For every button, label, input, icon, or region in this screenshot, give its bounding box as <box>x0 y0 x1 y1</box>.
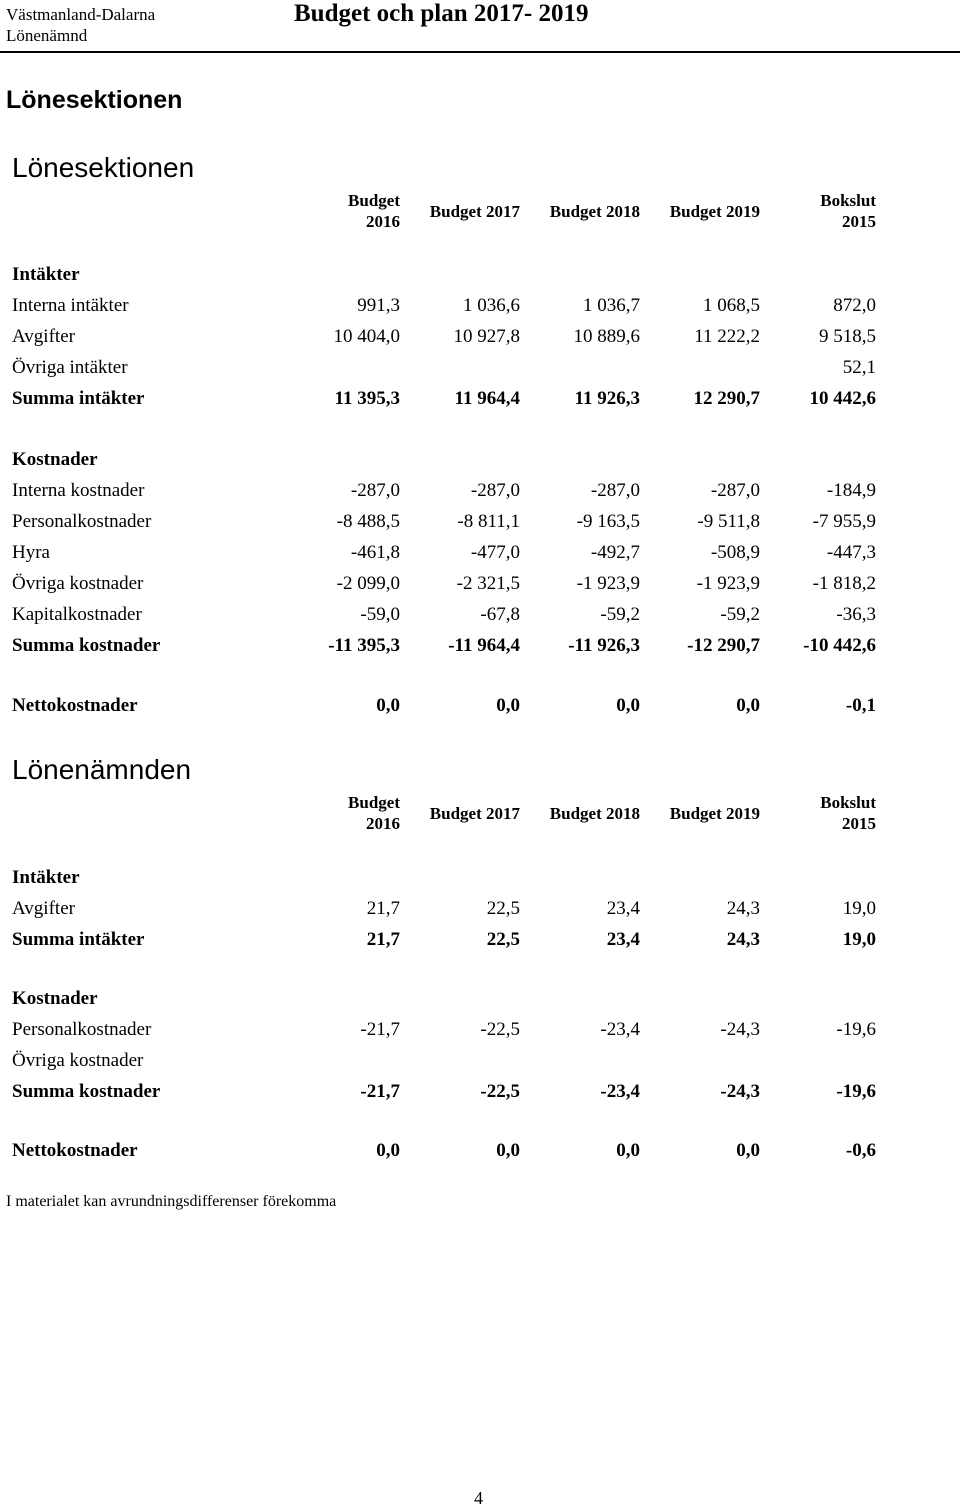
cell-budget-2017: -67,8 <box>480 604 520 625</box>
cell-budget-2016: 991,3 <box>357 295 400 316</box>
table-row <box>12 1019 892 1045</box>
row-label: Personalkostnader <box>12 511 152 532</box>
table-row <box>12 573 892 599</box>
cell-budget-2018: -11 926,3 <box>568 635 640 656</box>
section-title: Lönesektionen <box>12 152 195 183</box>
cell-budget-2017: -22,5 <box>480 1081 520 1102</box>
cell-bokslut-2015: -10 442,6 <box>803 635 876 656</box>
table-row <box>12 295 892 321</box>
column-header-budget-2019: Budget 2019 <box>669 804 760 823</box>
cell-budget-2016: 0,0 <box>376 1140 400 1161</box>
section-title: Lönenämnden <box>12 754 192 785</box>
cell-budget-2016: 10 404,0 <box>333 326 400 347</box>
income-heading: Intäkter <box>12 867 80 888</box>
cell-budget-2019: -1 923,9 <box>696 573 760 594</box>
cell-budget-2019: -24,3 <box>720 1019 760 1040</box>
cell-bokslut-2015: 872,0 <box>833 295 876 316</box>
cell-budget-2018: 0,0 <box>616 695 640 716</box>
column-header-budget-2016: Budget 2016 <box>348 191 400 231</box>
cell-budget-2016: 0,0 <box>376 695 400 716</box>
net-cost-row <box>12 695 892 721</box>
row-label: Summa intäkter <box>12 929 145 950</box>
cell-bokslut-2015: 10 442,6 <box>809 388 876 409</box>
row-label: Interna intäkter <box>12 295 129 316</box>
total-row-income <box>12 929 892 955</box>
cell-bokslut-2015: -7 955,9 <box>812 511 876 532</box>
row-label: Interna kostnader <box>12 480 145 501</box>
row-label: Hyra <box>12 542 50 563</box>
cell-bokslut-2015: 9 518,5 <box>819 326 876 347</box>
cell-budget-2018: -492,7 <box>590 542 640 563</box>
cost-heading: Kostnader <box>12 449 98 470</box>
cell-budget-2016: -21,7 <box>360 1081 400 1102</box>
cell-budget-2018: -23,4 <box>600 1019 640 1040</box>
cell-budget-2016: -287,0 <box>350 480 400 501</box>
cell-budget-2018: -59,2 <box>600 604 640 625</box>
table-row <box>12 511 892 537</box>
cell-budget-2017: 11 964,4 <box>454 388 520 409</box>
cell-bokslut-2015: -447,3 <box>826 542 876 563</box>
total-row-costs <box>12 1081 892 1107</box>
cell-budget-2019: -24,3 <box>720 1081 760 1102</box>
cell-budget-2017: 1 036,6 <box>463 295 520 316</box>
column-header-budget-2017: Budget 2017 <box>429 804 520 823</box>
cell-budget-2017: 0,0 <box>496 1140 520 1161</box>
cell-bokslut-2015: 19,0 <box>842 898 876 919</box>
table-row <box>12 542 892 568</box>
row-label: Avgifter <box>12 326 75 347</box>
column-header-budget-2018: Budget 2018 <box>549 804 640 823</box>
organization-name <box>6 4 155 46</box>
cell-budget-2019: -287,0 <box>710 480 760 501</box>
cell-budget-2017: -8 811,1 <box>457 511 520 532</box>
row-label: Övriga intäkter <box>12 357 128 378</box>
total-row-income <box>12 388 892 414</box>
cell-budget-2017: 22,5 <box>486 929 520 950</box>
cell-budget-2017: 0,0 <box>496 695 520 716</box>
cell-budget-2019: -59,2 <box>720 604 760 625</box>
rounding-footnote: I materialet kan avrundningsdifferenser förekomma <box>6 1193 337 1210</box>
cell-bokslut-2015: -19,6 <box>836 1019 876 1040</box>
cell-bokslut-2015: -0,1 <box>845 695 876 716</box>
cell-budget-2017: 22,5 <box>486 898 520 919</box>
cell-bokslut-2015: 19,0 <box>842 929 876 950</box>
cell-budget-2019: 0,0 <box>736 695 760 716</box>
organization-line-2: Lönenämnd <box>6 26 88 45</box>
cell-budget-2016: -59,0 <box>360 604 400 625</box>
document-title: Budget och plan 2017- 2019 <box>294 0 589 27</box>
cell-budget-2018: -9 163,5 <box>576 511 640 532</box>
cell-bokslut-2015: -184,9 <box>826 480 876 501</box>
cell-budget-2016: -11 395,3 <box>328 635 400 656</box>
cell-budget-2016: -8 488,5 <box>336 511 400 532</box>
table-row <box>12 480 892 506</box>
table-row <box>12 898 892 924</box>
table-row <box>12 357 892 383</box>
table-row <box>12 604 892 630</box>
column-header-budget-2019: Budget 2019 <box>669 202 760 221</box>
column-header-budget-2016: Budget 2016 <box>348 793 400 833</box>
cell-budget-2016: -2 099,0 <box>336 573 400 594</box>
income-heading: Intäkter <box>12 264 80 285</box>
table-row <box>12 326 892 352</box>
cell-budget-2018: 23,4 <box>606 898 640 919</box>
cell-budget-2018: -1 923,9 <box>576 573 640 594</box>
row-label: Övriga kostnader <box>12 573 144 594</box>
table-row <box>12 1050 892 1076</box>
row-label: Personalkostnader <box>12 1019 152 1040</box>
net-cost-row <box>12 1140 892 1166</box>
column-header-bokslut-2015: Bokslut 2015 <box>820 793 876 833</box>
cell-budget-2017: 10 927,8 <box>453 326 520 347</box>
row-label: Summa kostnader <box>12 635 161 656</box>
cell-budget-2019: -508,9 <box>710 542 760 563</box>
cell-budget-2019: 1 068,5 <box>703 295 760 316</box>
row-label: Övriga kostnader <box>12 1050 144 1071</box>
cell-bokslut-2015: -0,6 <box>845 1140 876 1161</box>
cell-budget-2019: 0,0 <box>736 1140 760 1161</box>
cell-bokslut-2015: -36,3 <box>836 604 876 625</box>
page-section-heading: Lönesektionen <box>6 86 183 114</box>
section-lonenamnden <box>12 754 892 1174</box>
cost-heading: Kostnader <box>12 988 98 1009</box>
column-header-budget-2017: Budget 2017 <box>429 202 520 221</box>
cell-budget-2018: -23,4 <box>600 1081 640 1102</box>
cell-bokslut-2015: -19,6 <box>836 1081 876 1102</box>
cell-budget-2016: -461,8 <box>350 542 400 563</box>
row-label: Nettokostnader <box>12 695 138 716</box>
cell-budget-2016: 21,7 <box>366 929 400 950</box>
organization-line-1: Västmanland-Dalarna <box>6 5 156 24</box>
row-label: Avgifter <box>12 898 75 919</box>
cell-budget-2016: 21,7 <box>366 898 400 919</box>
row-label: Summa kostnader <box>12 1081 161 1102</box>
cell-budget-2019: 24,3 <box>726 898 760 919</box>
cell-bokslut-2015: 52,1 <box>842 357 876 378</box>
cell-budget-2017: -287,0 <box>470 480 520 501</box>
cell-budget-2017: -22,5 <box>480 1019 520 1040</box>
cell-budget-2019: 11 222,2 <box>694 326 760 347</box>
cell-budget-2019: -12 290,7 <box>687 635 760 656</box>
cell-budget-2018: 11 926,3 <box>574 388 640 409</box>
cell-budget-2017: -2 321,5 <box>456 573 520 594</box>
cell-budget-2018: 0,0 <box>616 1140 640 1161</box>
cell-budget-2019: 24,3 <box>726 929 760 950</box>
total-row-costs <box>12 635 892 661</box>
cell-budget-2018: 23,4 <box>606 929 640 950</box>
cell-budget-2017: -11 964,4 <box>448 635 520 656</box>
cell-budget-2018: -287,0 <box>590 480 640 501</box>
cell-bokslut-2015: -1 818,2 <box>812 573 876 594</box>
cell-budget-2017: -477,0 <box>470 542 520 563</box>
cell-budget-2019: 12 290,7 <box>693 388 760 409</box>
column-header-budget-2018: Budget 2018 <box>549 202 640 221</box>
page-number: 4 <box>474 1488 483 1508</box>
row-label: Summa intäkter <box>12 388 145 409</box>
cell-budget-2018: 1 036,7 <box>583 295 640 316</box>
cell-budget-2016: -21,7 <box>360 1019 400 1040</box>
row-label: Nettokostnader <box>12 1140 138 1161</box>
section-lonesektionen <box>12 152 892 722</box>
cell-budget-2019: -9 511,8 <box>697 511 760 532</box>
row-label: Kapitalkostnader <box>12 604 142 625</box>
cell-budget-2018: 10 889,6 <box>573 326 640 347</box>
cell-budget-2016: 11 395,3 <box>334 388 400 409</box>
header-divider <box>0 51 960 53</box>
column-header-bokslut-2015: Bokslut 2015 <box>820 191 876 231</box>
